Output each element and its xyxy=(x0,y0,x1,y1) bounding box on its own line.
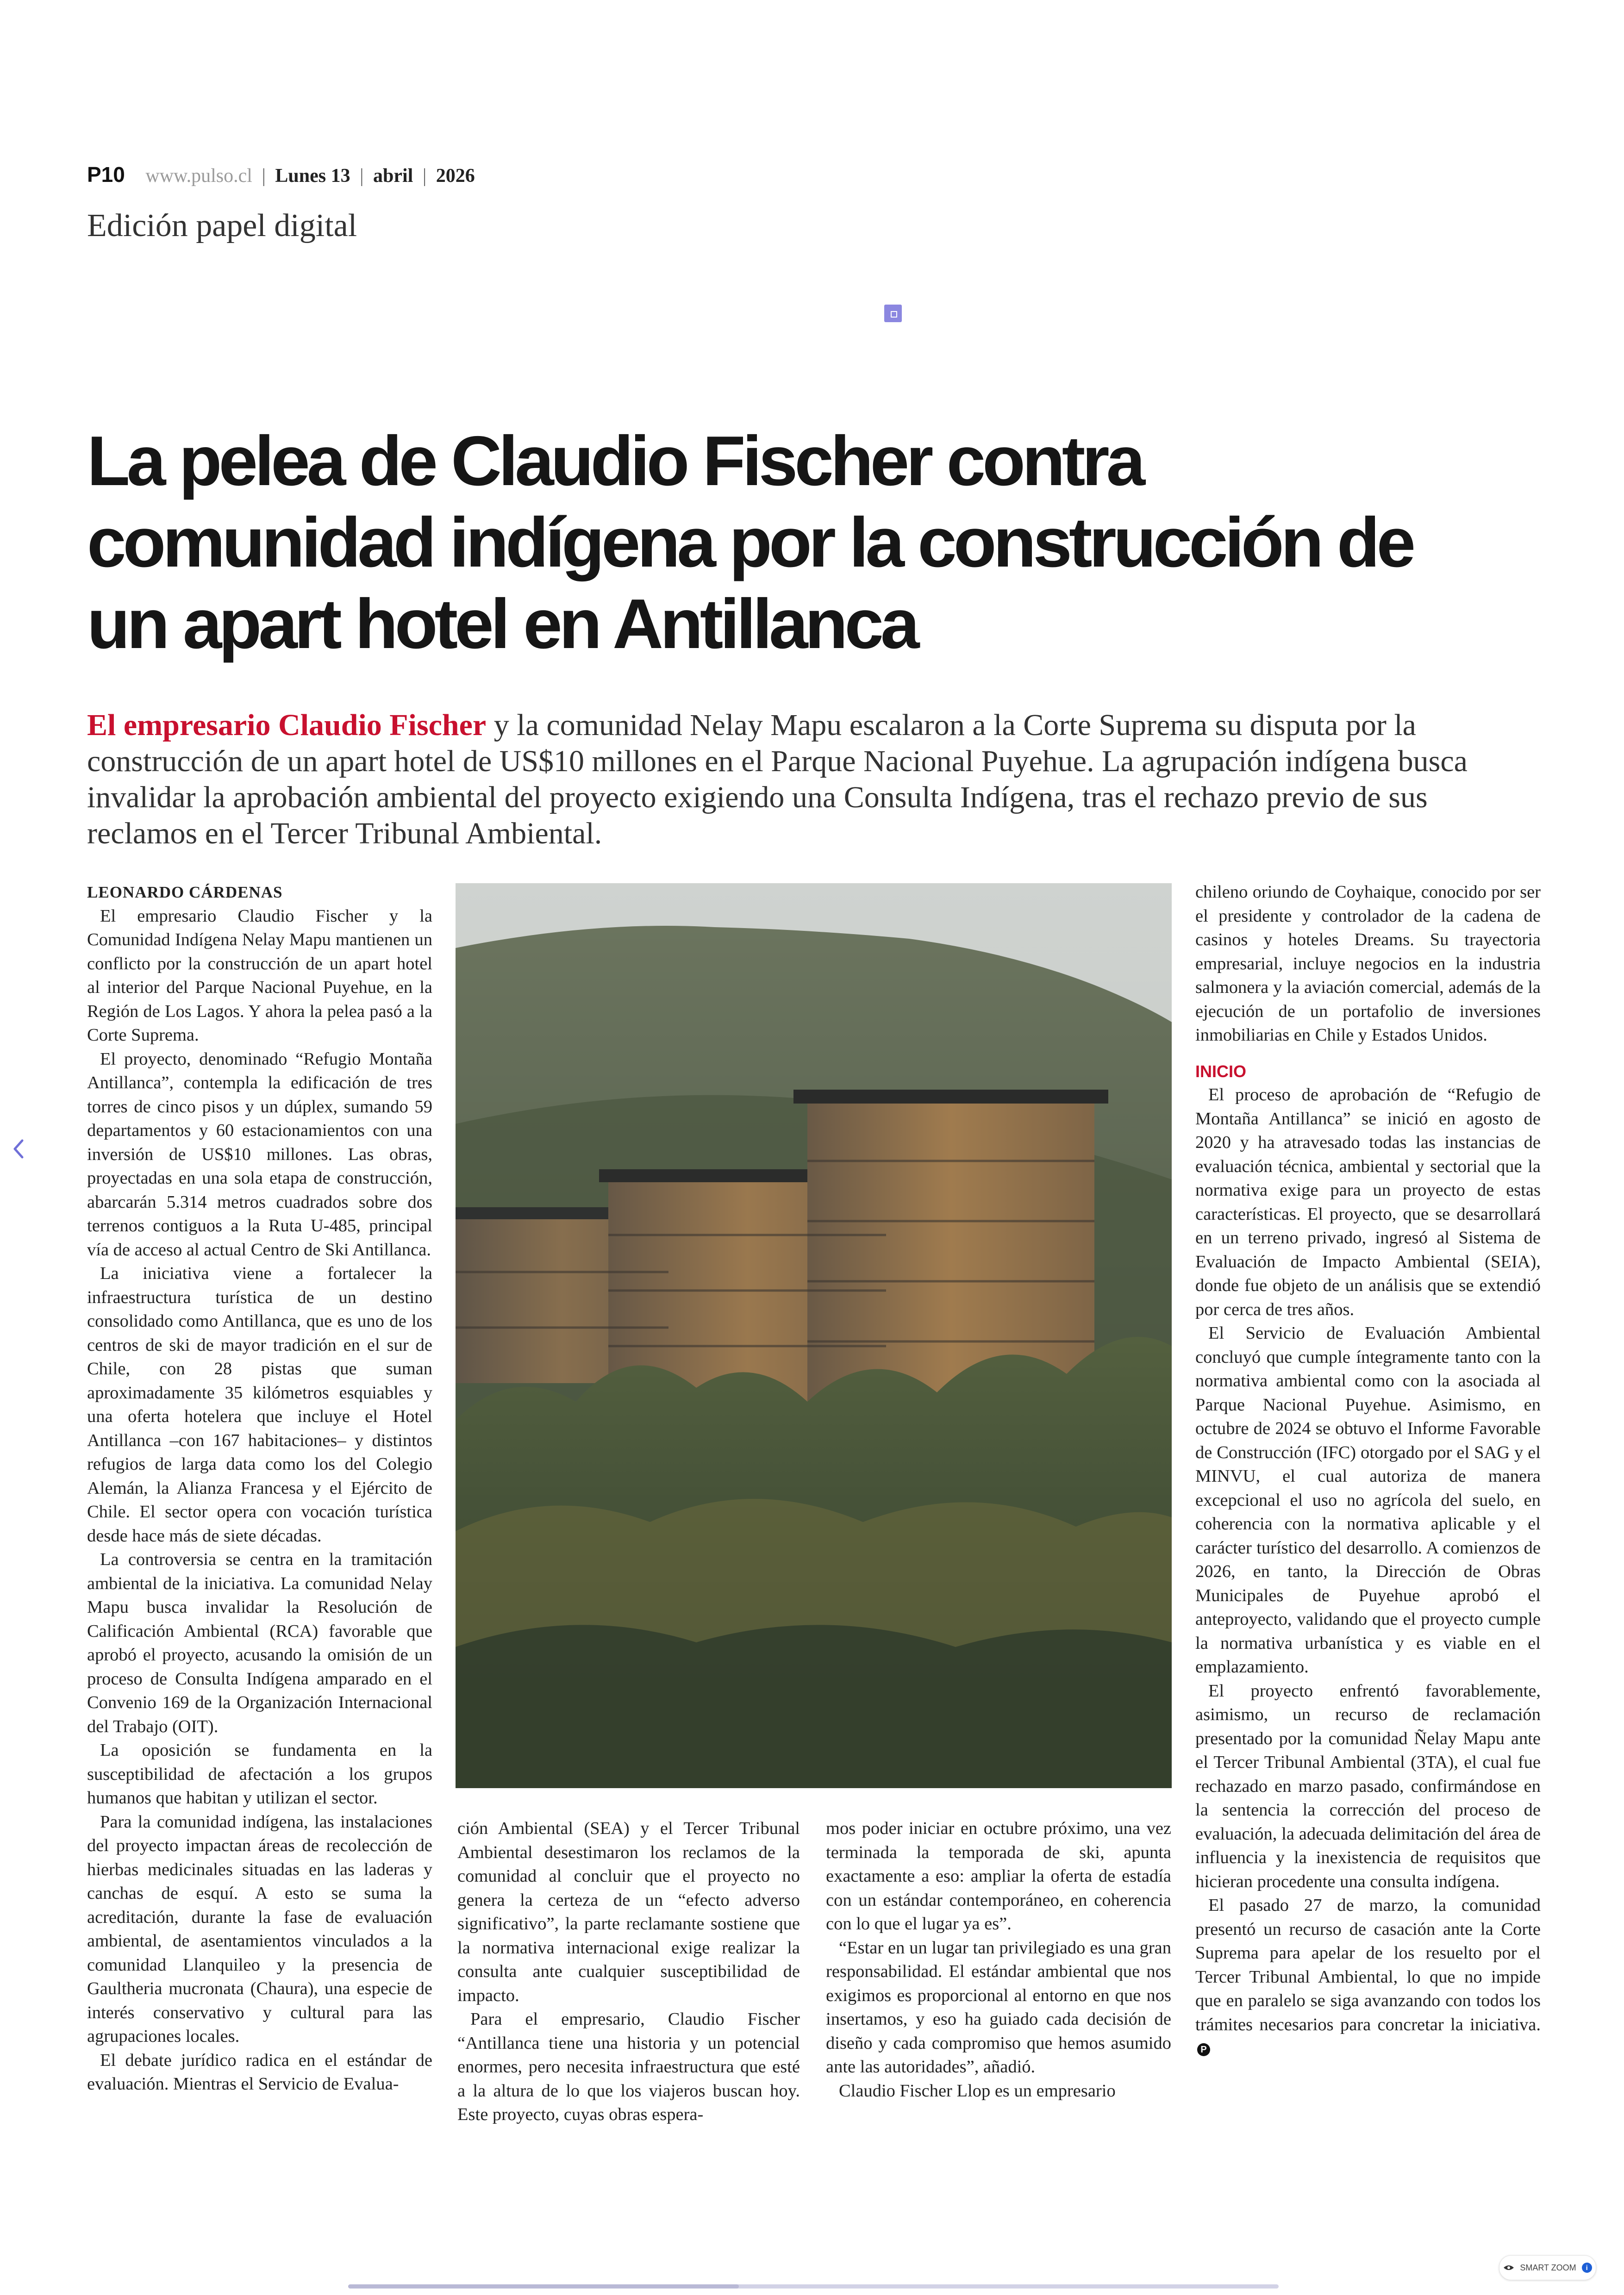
paragraph: El proyecto enfrentó favorablemente, asimismo, un recurso de reclamación presentado por la comunidad Ñelay Mapu ante el Tercer Tribunal Ambiental (3TA), el cual fue rechazado en marzo pasado, confirmándose en la sentencia la corrección del proceso de evaluación, la adecuada delimitación del área de influencia y la inexistencia de requisitos que hicieran procedente una consulta indígena. xyxy=(1195,1681,1541,1891)
paragraph: La controversia se centra en la tramitación ambiental de la iniciativa. La comunidad Nelay Mapu busca invalidar la Resolución de Calificación Ambiental (RCA) favorable que aprobó el proyecto, acusando la omisión de un proceso de Consulta Indígena amparado en el Convenio 169 de la Organización Internacional del Trabajo (OIT). xyxy=(87,1550,432,1736)
header-day: Lunes 13 xyxy=(275,165,350,187)
article-column-2 xyxy=(457,1817,800,2127)
section-subhead: INICIO xyxy=(1195,1061,1247,1081)
page-header xyxy=(87,162,475,187)
hotel-rendering-image xyxy=(456,883,1172,1788)
page-number: P10 xyxy=(87,162,125,187)
paragraph: mos poder iniciar en octubre próximo, una vez terminada la temporada de ski, apunta exactamente a eso: ampliar la oferta de estadía con un estándar contemporáneo, en coherencia con lo que el lugar ya es”. xyxy=(826,1819,1171,1933)
paragraph: La iniciativa viene a fortalecer la infraestructura turística de un destino consolidado como Antillanca, que es uno de los centros de ski de mayor tradición en el sur de Chile, con 28 pistas que suman aproximadamente 35 kilómetros esquiables y una oferta hotelera que incluye el Hotel Antillanca –con 167 habitaciones– y distintos refugios de larga data como los del Colegio Alemán, la Alianza Francesa y el Ejército de Chile. El sector opera con vocación turística desde hace más de siete décadas. xyxy=(87,1264,432,1546)
article-headline: La pelea de Claudio Fischer contra comunidad indígena por la construcción de un apart hotel en Antillanca xyxy=(87,422,1413,663)
paragraph: La oposición se fundamenta en la susceptibilidad de afectación a los grupos humanos que habitan y utilizan el sector. xyxy=(87,1740,432,1808)
paragraph: El proceso de aprobación de “Refugio de Montaña Antillanca” se inició en agosto de 2020 y ha atravesado todas las instancias de evaluación técnica, ambiental y sectorial que la normativa exige para un proyecto de estas características. El proyecto, que se desarrollará en un terreno privado, ingresó al Sistema de Evaluación de Impacto Ambiental (SEIA), donde fue objeto de un análisis que se extendió por cerca de tres años. xyxy=(1195,1085,1541,1319)
paragraph: El empresario Claudio Fischer y la Comunidad Indígena Nelay Mapu mantienen un conflicto por la construcción de un apart hotel al interior del Parque Nacional Puyehue, en la Región de Los Lagos. Y ahora la pelea pasó a la Corte Suprema. xyxy=(87,906,432,1045)
header-month: abril xyxy=(373,165,413,187)
article-column-3 xyxy=(826,1817,1171,2103)
page-scrollbar-thumb[interactable] xyxy=(348,2284,739,2289)
paragraph-text: El pasado 27 de marzo, la comunidad presentó un recurso de casación ante la Corte Suprema para apelar de los resuelto por el Tercer Tribunal Ambiental, lo que no impide que en paralelo se siga avanzando con todos los trámites necesarios para concretar la iniciativa. xyxy=(1195,1896,1541,2034)
edition-label: Edición papel digital xyxy=(87,208,357,243)
page-scrollbar[interactable] xyxy=(348,2284,1279,2289)
paragraph: El Servicio de Evaluación Ambiental concluyó que cumple íntegramente tanto con la normativa ambiental como con la asociada al Parque Nacional Puyehue. Asimismo, en octubre de 2024 se obtuvo el Informe Favorable de Construcción (IFC) otorgado por el SAG y el MINVU, el cual autoriza de manera excepcional el uso no agrícola del suelo, en coherencia con la normativa aplicable y el carácter turístico del desarrollo. A comienzos de 2026, en tanto, la Dirección de Obras Municipales de Puyehue aprobó el anteproyecto, validando que el proyecto cumple la normativa urbanística y es viable en el emplazamiento. xyxy=(1195,1323,1541,1677)
article-column-1 xyxy=(87,880,432,2096)
article-lead xyxy=(87,707,1527,852)
end-mark-icon: P xyxy=(1197,2043,1210,2056)
chevron-left-icon[interactable] xyxy=(9,1135,28,1163)
header-separator: | xyxy=(360,165,364,187)
byline: LEONARDO CÁRDENAS xyxy=(87,883,283,901)
info-icon[interactable]: i xyxy=(1582,2263,1592,2273)
site-url: www.pulso.cl xyxy=(145,165,252,187)
paragraph: Claudio Fischer Llop es un empresario xyxy=(839,2081,1116,2101)
header-separator: | xyxy=(262,165,266,187)
paragraph: chileno oriundo de Coyhaique, conocido por ser el presidente y controlador de la cadena de casinos y hoteles Dreams. Su trayectoria empresarial, incluye negocios en la industria salmonera y la aviación comercial, además de la ejecución de un portafolio de inversiones inmobiliarias en Chile y Estados Unidos. xyxy=(1195,882,1541,1045)
eye-icon xyxy=(1503,2264,1514,2271)
header-year: 2026 xyxy=(436,165,475,187)
article-column-4 xyxy=(1195,880,1541,2061)
lead-text: y la comunidad Nelay Mapu escalaron a la Corte Suprema su disputa por la construcción de un apart hotel de US$10 millones en el Parque Nacional Puyehue. La agrupación indígena busca invalidar la aprobación ambiental del proyecto exigiendo una Consulta Indígena, tras el rechazo previo de sus reclamos en el Tercer Tribunal Ambiental. xyxy=(87,708,1468,850)
paragraph: El debate jurídico radica en el estándar de evaluación. Mientras el Servicio de Evalua- xyxy=(87,2050,432,2094)
smart-zoom-button[interactable] xyxy=(1499,2255,1596,2280)
paragraph: Para el empresario, Claudio Fischer “Antillanca tiene una historia y un potencial enormes, pero necesita infraestructura que esté a la altura de lo que los viajeros buscan hoy. Este proyecto, cuyas obras espera- xyxy=(457,2009,800,2124)
header-separator: | xyxy=(422,165,427,187)
paragraph: El proyecto, denominado “Refugio Montaña Antillanca”, contempla la edificación de tres torres de cinco pisos y un dúplex, sumando 59 departamentos y 60 estacionamientos con una inversión de US$10 millones. Las obras, proyectadas en una sola etapa de construcción, abarcarán 5.314 metros cuadrados sobre dos terrenos contiguos a la Ruta U-485, principal vía de acceso al actual Centro de Ski Antillanca. xyxy=(87,1049,432,1260)
paragraph-last xyxy=(1195,1894,1541,2061)
paragraph: “Estar en un lugar tan privilegiado es una gran responsabilidad. El estándar ambiental que nos exigimos es proporcional al entorno en que nos insertamos, y eso ha guiado cada decisión de diseño y cada compromiso que hemos asumido ante las autoridades”, añadió. xyxy=(826,1938,1171,2077)
lead-kicker: El empresario Claudio Fischer xyxy=(87,708,487,742)
article-photo xyxy=(456,883,1172,1788)
paragraph: ción Ambiental (SEA) y el Tercer Tribunal Ambiental desestimaron los reclamos de la comunidad al concluir que el proyecto no genera la certeza de un “efecto adverso significativo”, la parte reclamante sostiene que la normativa internacional exige realizar la consulta ante cualquier susceptibilidad de impacto. xyxy=(457,1819,800,2005)
paragraph: Para la comunidad indígena, las instalaciones del proyecto impactan áreas de recolección de hierbas medicinales situadas en las laderas y canchas de esquí. A esto se suma la acreditación, durante la fase de evaluación ambiental, de asentamientos vinculados a la comunidad Llanquileo y la presencia de Gaultheria mucronata (Chaura), una especie de interés conservativo y cultural para las agrupaciones locales. xyxy=(87,1812,432,2046)
annotation-marker-icon[interactable] xyxy=(884,305,902,322)
smart-zoom-label: SMART ZOOM xyxy=(1520,2263,1576,2272)
